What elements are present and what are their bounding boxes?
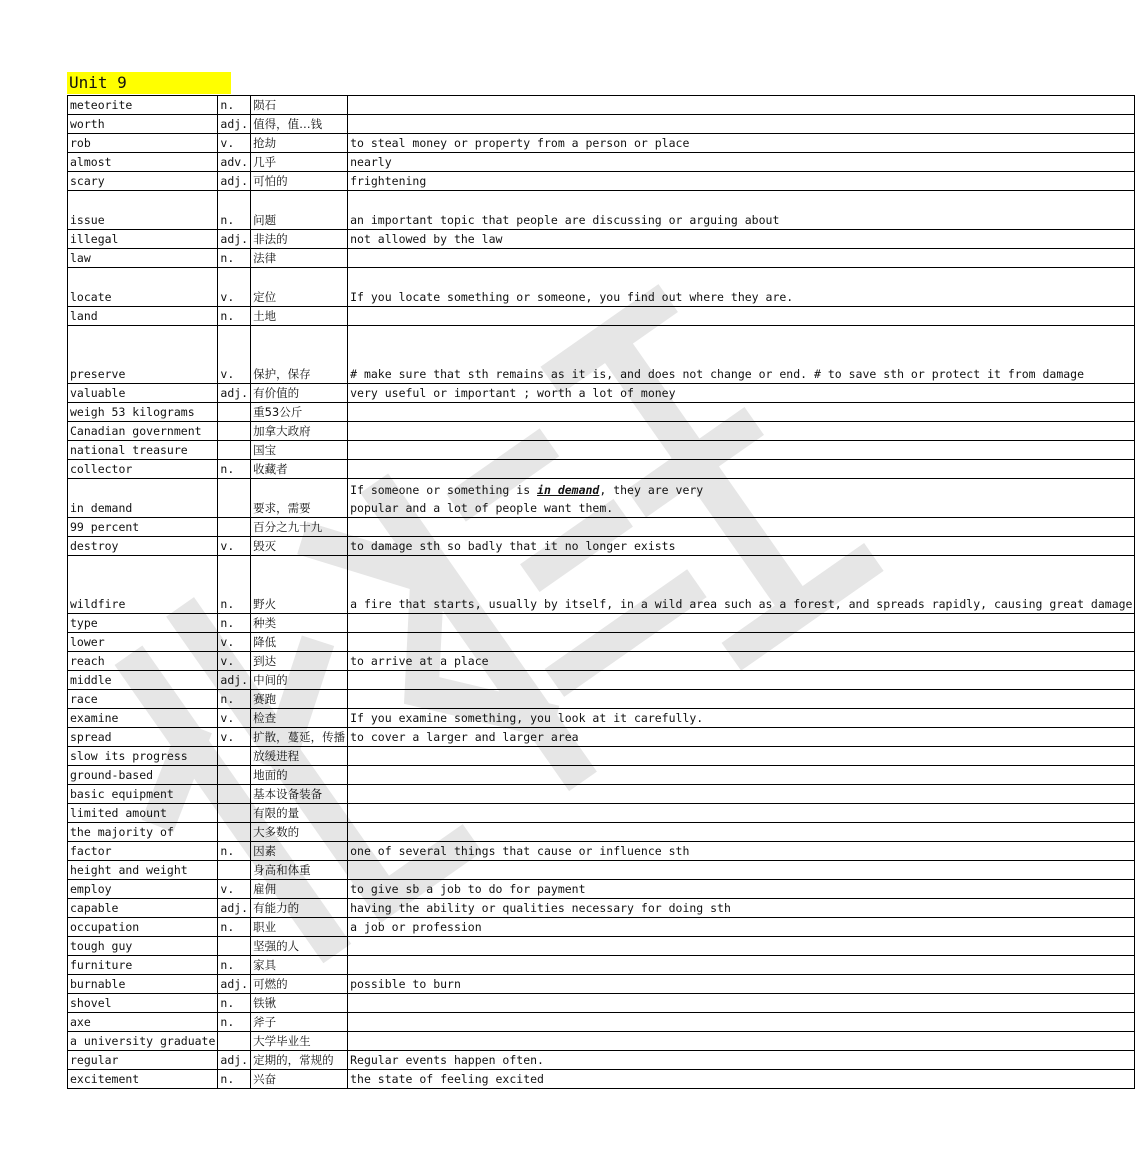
chinese-cell: 土地 xyxy=(251,307,348,326)
chinese-cell: 职业 xyxy=(251,918,348,937)
definition-cell: having the ability or qualities necessary for doing sth xyxy=(348,899,1135,918)
definition-cell xyxy=(348,690,1135,709)
table-row xyxy=(68,249,1135,268)
chinese-cell: 放缓进程 xyxy=(251,747,348,766)
definition-cell: nearly xyxy=(348,153,1135,172)
definition-cell xyxy=(348,804,1135,823)
definition-cell xyxy=(348,479,1135,518)
chinese-cell: 检查 xyxy=(251,709,348,728)
chinese-cell: 收藏者 xyxy=(251,460,348,479)
definition-cell: # make sure that sth remains as it is, and does not change or end. # to save sth or protect it from damage xyxy=(348,326,1135,384)
word-cell: furniture xyxy=(68,956,218,975)
pos-cell xyxy=(218,861,251,880)
pos-cell: adj. xyxy=(218,899,251,918)
word-cell: the majority of xyxy=(68,823,218,842)
emphasis-text: in demand xyxy=(537,483,600,497)
table-row xyxy=(68,918,1135,937)
definition-cell: a job or profession xyxy=(348,918,1135,937)
table-row xyxy=(68,842,1135,861)
definition-cell xyxy=(348,823,1135,842)
table-row xyxy=(68,804,1135,823)
definition-cell xyxy=(348,633,1135,652)
table-row xyxy=(68,134,1135,153)
definition-cell: If you locate something or someone, you find out where they are. xyxy=(348,268,1135,307)
word-cell: middle xyxy=(68,671,218,690)
table-row xyxy=(68,153,1135,172)
pos-cell: v. xyxy=(218,880,251,899)
word-cell: burnable xyxy=(68,975,218,994)
chinese-cell: 降低 xyxy=(251,633,348,652)
chinese-cell: 有限的量 xyxy=(251,804,348,823)
definition-cell xyxy=(348,785,1135,804)
definition-cell: Regular events happen often. xyxy=(348,1051,1135,1070)
definition-cell xyxy=(348,1032,1135,1051)
pos-cell: n. xyxy=(218,307,251,326)
word-cell: law xyxy=(68,249,218,268)
pos-cell: v. xyxy=(218,728,251,747)
chinese-cell: 扩散，蔓延，传播 xyxy=(251,728,348,747)
chinese-cell: 可燃的 xyxy=(251,975,348,994)
table-row xyxy=(68,518,1135,537)
definition-cell: one of several things that cause or influence sth xyxy=(348,842,1135,861)
chinese-cell: 要求，需要 xyxy=(251,479,348,518)
word-cell: limited amount xyxy=(68,804,218,823)
word-cell: axe xyxy=(68,1013,218,1032)
word-cell: lower xyxy=(68,633,218,652)
table-row xyxy=(68,785,1135,804)
pos-cell xyxy=(218,823,251,842)
pos-cell: v. xyxy=(218,633,251,652)
pos-cell xyxy=(218,937,251,956)
definition-cell xyxy=(348,614,1135,633)
definition-cell xyxy=(348,403,1135,422)
pos-cell: v. xyxy=(218,652,251,671)
word-cell: regular xyxy=(68,1051,218,1070)
definition-cell: frightening xyxy=(348,172,1135,191)
pos-cell xyxy=(218,766,251,785)
chinese-cell: 问题 xyxy=(251,191,348,230)
table-row xyxy=(68,479,1135,518)
definition-cell xyxy=(348,937,1135,956)
definition-cell xyxy=(348,861,1135,880)
table-row xyxy=(68,403,1135,422)
table-row xyxy=(68,633,1135,652)
definition-cell: not allowed by the law xyxy=(348,230,1135,249)
word-cell: 99 percent xyxy=(68,518,218,537)
table-row xyxy=(68,1051,1135,1070)
chinese-cell: 地面的 xyxy=(251,766,348,785)
chinese-cell: 有价值的 xyxy=(251,384,348,403)
definition-cell xyxy=(348,518,1135,537)
pos-cell: n. xyxy=(218,956,251,975)
chinese-cell: 百分之九十九 xyxy=(251,518,348,537)
word-cell: slow its progress xyxy=(68,747,218,766)
pos-cell: v. xyxy=(218,134,251,153)
chinese-cell: 几乎 xyxy=(251,153,348,172)
table-row xyxy=(68,172,1135,191)
table-row xyxy=(68,1070,1135,1089)
pos-cell: n. xyxy=(218,1070,251,1089)
word-cell: shovel xyxy=(68,994,218,1013)
table-row xyxy=(68,1032,1135,1051)
table-row xyxy=(68,861,1135,880)
definition-cell xyxy=(348,1013,1135,1032)
chinese-cell: 种类 xyxy=(251,614,348,633)
pos-cell: adj. xyxy=(218,230,251,249)
chinese-cell: 野火 xyxy=(251,556,348,614)
word-cell: preserve xyxy=(68,326,218,384)
word-cell: Canadian government xyxy=(68,422,218,441)
definition-cell: to cover a larger and larger area xyxy=(348,728,1135,747)
word-cell: type xyxy=(68,614,218,633)
chinese-cell: 赛跑 xyxy=(251,690,348,709)
chinese-cell: 大多数的 xyxy=(251,823,348,842)
pos-cell: adj. xyxy=(218,671,251,690)
definition-text: , they are very xyxy=(599,483,704,497)
table-row xyxy=(68,326,1135,384)
definition-cell xyxy=(348,747,1135,766)
chinese-cell: 基本设备装备 xyxy=(251,785,348,804)
chinese-cell: 定位 xyxy=(251,268,348,307)
pos-cell: n. xyxy=(218,191,251,230)
definition-cell xyxy=(348,766,1135,785)
definition-cell: possible to burn xyxy=(348,975,1135,994)
pos-cell xyxy=(218,441,251,460)
definition-cell xyxy=(348,422,1135,441)
table-row xyxy=(68,975,1135,994)
chinese-cell: 非法的 xyxy=(251,230,348,249)
word-cell: illegal xyxy=(68,230,218,249)
pos-cell: n. xyxy=(218,690,251,709)
pos-cell xyxy=(218,1032,251,1051)
definition-cell xyxy=(348,671,1135,690)
table-row xyxy=(68,422,1135,441)
table-row xyxy=(68,115,1135,134)
chinese-cell: 毁灭 xyxy=(251,537,348,556)
word-cell: examine xyxy=(68,709,218,728)
word-cell: collector xyxy=(68,460,218,479)
pos-cell: adj. xyxy=(218,1051,251,1070)
chinese-cell: 身高和体重 xyxy=(251,861,348,880)
pos-cell: adj. xyxy=(218,115,251,134)
definition-cell xyxy=(348,956,1135,975)
definition-text: popular and a lot of people want them. xyxy=(350,501,614,515)
pos-cell xyxy=(218,747,251,766)
pos-cell: adj. xyxy=(218,384,251,403)
pos-cell xyxy=(218,518,251,537)
chinese-cell: 兴奋 xyxy=(251,1070,348,1089)
pos-cell: v. xyxy=(218,709,251,728)
pos-cell xyxy=(218,422,251,441)
chinese-cell: 中间的 xyxy=(251,671,348,690)
word-cell: almost xyxy=(68,153,218,172)
pos-cell: n. xyxy=(218,556,251,614)
pos-cell: v. xyxy=(218,537,251,556)
pos-cell: adv. xyxy=(218,153,251,172)
chinese-cell: 抢劫 xyxy=(251,134,348,153)
definition-cell: an important topic that people are discussing or arguing about xyxy=(348,191,1135,230)
definition-cell: to steal money or property from a person or place xyxy=(348,134,1135,153)
definition-text: If someone or something is xyxy=(350,483,538,497)
word-cell: rob xyxy=(68,134,218,153)
chinese-cell: 坚强的人 xyxy=(251,937,348,956)
word-cell: locate xyxy=(68,268,218,307)
word-cell: factor xyxy=(68,842,218,861)
definition-cell xyxy=(348,460,1135,479)
definition-cell: to give sb a job to do for payment xyxy=(348,880,1135,899)
table-row xyxy=(68,460,1135,479)
definition-cell xyxy=(348,115,1135,134)
word-cell: occupation xyxy=(68,918,218,937)
table-row xyxy=(68,709,1135,728)
word-cell: employ xyxy=(68,880,218,899)
table-row xyxy=(68,671,1135,690)
definition-cell: very useful or important ; worth a lot of money xyxy=(348,384,1135,403)
pos-cell: n. xyxy=(218,994,251,1013)
pos-cell: adj. xyxy=(218,975,251,994)
definition-cell: to damage sth so badly that it no longer exists xyxy=(348,537,1135,556)
word-cell: national treasure xyxy=(68,441,218,460)
table-row xyxy=(68,766,1135,785)
table-row xyxy=(68,96,1135,115)
pos-cell: v. xyxy=(218,268,251,307)
table-row xyxy=(68,690,1135,709)
chinese-cell: 国宝 xyxy=(251,441,348,460)
word-cell: basic equipment xyxy=(68,785,218,804)
table-row xyxy=(68,230,1135,249)
word-cell: weigh 53 kilograms xyxy=(68,403,218,422)
word-cell: scary xyxy=(68,172,218,191)
chinese-cell: 有能力的 xyxy=(251,899,348,918)
chinese-cell: 定期的，常规的 xyxy=(251,1051,348,1070)
word-cell: land xyxy=(68,307,218,326)
table-row xyxy=(68,384,1135,403)
word-cell: worth xyxy=(68,115,218,134)
table-row xyxy=(68,880,1135,899)
word-cell: a university graduate xyxy=(68,1032,218,1051)
definition-cell xyxy=(348,441,1135,460)
pos-cell xyxy=(218,804,251,823)
table-row xyxy=(68,537,1135,556)
table-row xyxy=(68,937,1135,956)
table-row xyxy=(68,191,1135,230)
chinese-cell: 可怕的 xyxy=(251,172,348,191)
vocabulary-table xyxy=(67,95,1135,1089)
word-cell: destroy xyxy=(68,537,218,556)
chinese-cell: 法律 xyxy=(251,249,348,268)
definition-cell: a fire that starts, usually by itself, in a wild area such as a forest, and spreads rapidly, causing great damage xyxy=(348,556,1135,614)
table-row xyxy=(68,307,1135,326)
pos-cell: n. xyxy=(218,614,251,633)
table-row xyxy=(68,956,1135,975)
chinese-cell: 重53公斤 xyxy=(251,403,348,422)
pos-cell xyxy=(218,403,251,422)
chinese-cell: 值得，值…钱 xyxy=(251,115,348,134)
table-row xyxy=(68,899,1135,918)
pos-cell xyxy=(218,785,251,804)
chinese-cell: 保护，保存 xyxy=(251,326,348,384)
chinese-cell: 雇佣 xyxy=(251,880,348,899)
pos-cell: n. xyxy=(218,842,251,861)
word-cell: meteorite xyxy=(68,96,218,115)
word-cell: excitement xyxy=(68,1070,218,1089)
table-row xyxy=(68,823,1135,842)
pos-cell: n. xyxy=(218,918,251,937)
table-row xyxy=(68,747,1135,766)
pos-cell: adj. xyxy=(218,172,251,191)
chinese-cell: 到达 xyxy=(251,652,348,671)
definition-cell: to arrive at a place xyxy=(348,652,1135,671)
chinese-cell: 因素 xyxy=(251,842,348,861)
unit-title: Unit 9 xyxy=(67,72,231,94)
table-row xyxy=(68,728,1135,747)
word-cell: spread xyxy=(68,728,218,747)
definition-cell xyxy=(348,994,1135,1013)
chinese-cell: 斧子 xyxy=(251,1013,348,1032)
chinese-cell: 大学毕业生 xyxy=(251,1032,348,1051)
word-cell: ground-based xyxy=(68,766,218,785)
word-cell: capable xyxy=(68,899,218,918)
table-row xyxy=(68,1013,1135,1032)
table-row xyxy=(68,556,1135,614)
table-row xyxy=(68,614,1135,633)
word-cell: race xyxy=(68,690,218,709)
table-row xyxy=(68,994,1135,1013)
word-cell: in demand xyxy=(68,479,218,518)
chinese-cell: 铁锹 xyxy=(251,994,348,1013)
table-row xyxy=(68,441,1135,460)
pos-cell: n. xyxy=(218,460,251,479)
definition-cell xyxy=(348,249,1135,268)
word-cell: valuable xyxy=(68,384,218,403)
word-cell: issue xyxy=(68,191,218,230)
word-cell: reach xyxy=(68,652,218,671)
pos-cell: n. xyxy=(218,1013,251,1032)
table-row xyxy=(68,652,1135,671)
chinese-cell: 陨石 xyxy=(251,96,348,115)
chinese-cell: 加拿大政府 xyxy=(251,422,348,441)
word-cell: height and weight xyxy=(68,861,218,880)
chinese-cell: 家具 xyxy=(251,956,348,975)
definition-cell: the state of feeling excited xyxy=(348,1070,1135,1089)
pos-cell: n. xyxy=(218,249,251,268)
word-cell: wildfire xyxy=(68,556,218,614)
word-cell: tough guy xyxy=(68,937,218,956)
definition-cell: If you examine something, you look at it carefully. xyxy=(348,709,1135,728)
definition-cell xyxy=(348,96,1135,115)
table-row xyxy=(68,268,1135,307)
definition-cell xyxy=(348,307,1135,326)
pos-cell xyxy=(218,479,251,518)
pos-cell: v. xyxy=(218,326,251,384)
pos-cell: n. xyxy=(218,96,251,115)
